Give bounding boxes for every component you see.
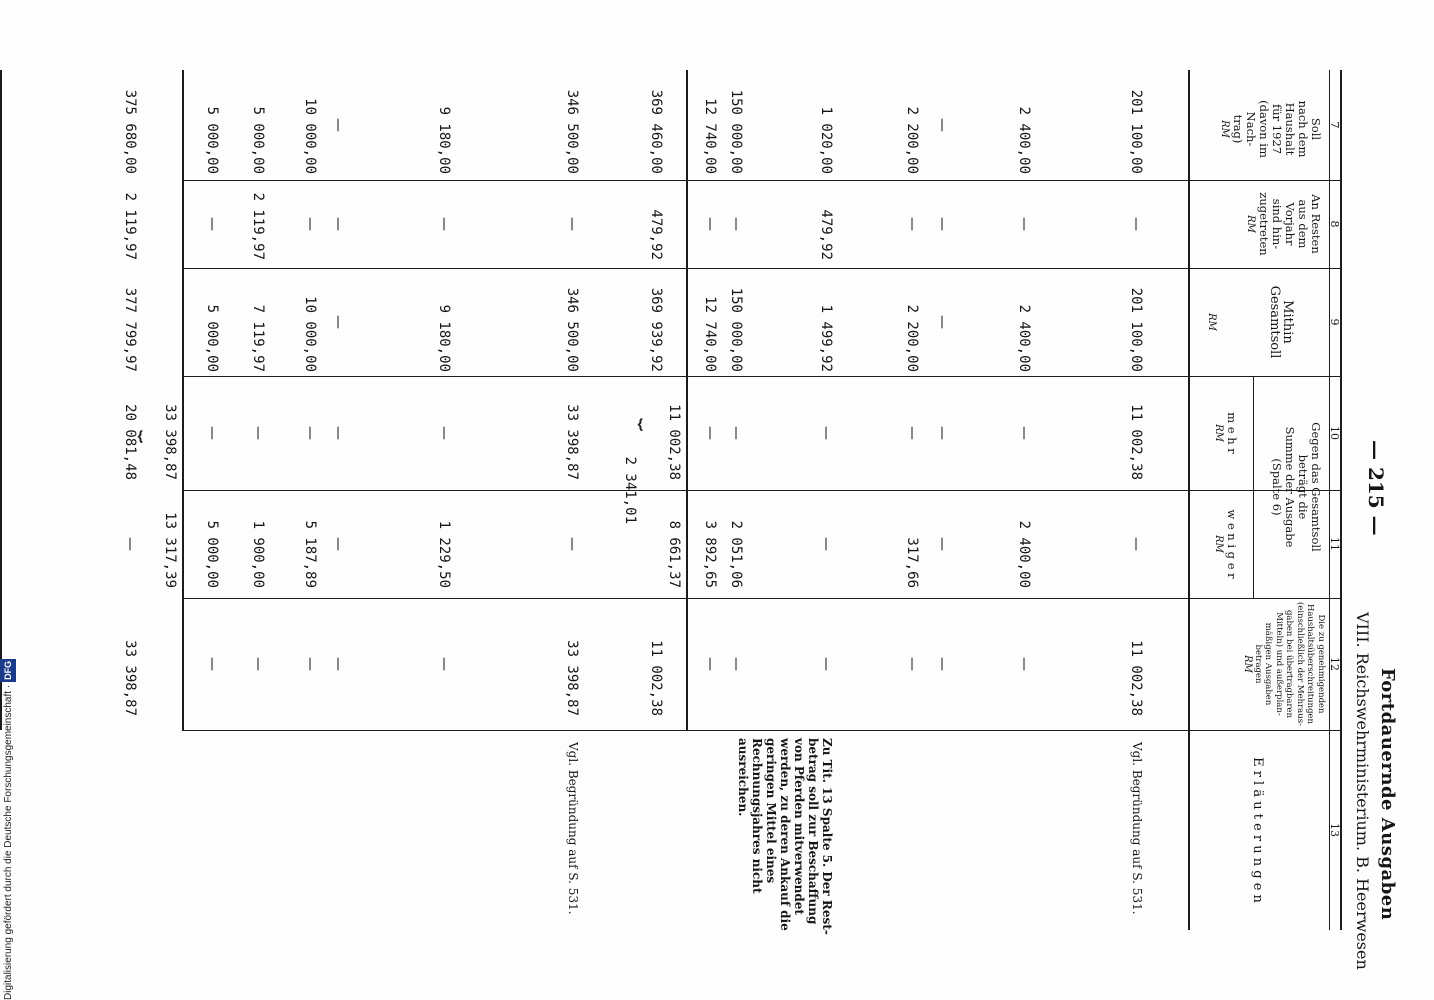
- cell-c7: 5 000,00: [204, 106, 220, 174]
- cell-c11: 5 187,89: [302, 520, 318, 588]
- cell-c8: 479,92: [818, 209, 834, 260]
- cell-c8: —: [1016, 217, 1032, 231]
- header-line: mäßigen Ausgaben: [1263, 622, 1274, 706]
- cell-c10: 20 081,48: [122, 404, 138, 480]
- cell-c11: 317,66: [904, 537, 920, 588]
- header-line: m e h r: [1225, 412, 1239, 454]
- unit-label: RM: [1245, 215, 1256, 233]
- col-number-12: 12: [1328, 657, 1341, 671]
- cell-c7: 346 500,00: [564, 89, 580, 174]
- cell-c10: 11 002,38: [666, 404, 682, 480]
- cell-c8: 2 119,97: [250, 192, 266, 260]
- cell-c11-total: 13 317,39: [162, 512, 178, 588]
- header-col-7: [1218, 84, 1322, 174]
- cell-c8: —: [904, 217, 920, 231]
- header-line: Haushalt: [1283, 102, 1297, 156]
- cell-c10: —: [728, 426, 744, 440]
- cell-c11: 1 900,00: [250, 520, 266, 588]
- cell-c12: —: [204, 657, 220, 671]
- cell-c11: 1 229,50: [436, 520, 452, 588]
- header-line: w e n i g e r: [1225, 509, 1239, 579]
- header-line: Summe der Ausgabe: [1283, 426, 1297, 548]
- col-sep-11-12: [182, 598, 1342, 599]
- col-sep-10-11: [182, 490, 1342, 491]
- cell-c12: —: [250, 657, 266, 671]
- page-title: Fortdauernde Ausgaben: [1377, 668, 1398, 921]
- header-line: gaben bei übertragbaren: [1284, 609, 1295, 719]
- cell-c11: 3 892,65: [702, 520, 718, 588]
- cell-c9: —: [330, 315, 346, 329]
- cell-c7: 2 200,00: [904, 106, 920, 174]
- subtotal-rule: [686, 70, 688, 730]
- cell-c12: —: [818, 657, 834, 671]
- credit-text: Digitalisierung gefördert durch die Deutsche Forschungsgemeinschaft ·: [3, 684, 14, 1000]
- unit-label: RM: [1219, 120, 1230, 138]
- cell-c8: —: [302, 217, 318, 231]
- column-number-rule: [1329, 70, 1330, 930]
- header-bottom-rule: [1188, 70, 1190, 930]
- cell-c11: —: [330, 537, 346, 551]
- credit-strip: [0, 600, 16, 1000]
- cell-c10: —: [934, 426, 950, 440]
- header-line: Gesamtsoll: [1267, 285, 1282, 359]
- unit-label: RM: [1206, 313, 1217, 331]
- cell-c12: —: [1016, 657, 1032, 671]
- cell-c12: 11 002,38: [1128, 640, 1144, 716]
- cell-c10: —: [250, 426, 266, 440]
- header-line: Haushaltsüberschreitungen: [1305, 603, 1316, 725]
- cell-c11: 2 051,06: [728, 520, 744, 588]
- cell-c7: 9 180,00: [436, 106, 452, 174]
- cell-c10: —: [818, 426, 834, 440]
- cell-c7: 2 400,00: [1016, 106, 1032, 174]
- cell-c9: 12 740,00: [702, 296, 718, 372]
- header-line: aus dem: [1296, 199, 1310, 249]
- note-1: Vgl. Begründung auf S. 531.: [1130, 742, 1144, 915]
- header-line: Mitteln) und außerplan-: [1274, 612, 1284, 716]
- header-line: (davon im Nach-: [1244, 100, 1271, 158]
- header-line: Die zu genehmigenden: [1316, 614, 1326, 714]
- cell-c10: —: [702, 426, 718, 440]
- header-line: beträgt die: [1296, 454, 1310, 520]
- cell-c10: —: [204, 426, 220, 440]
- note-3: Vgl. Begründung auf S. 531.: [566, 742, 580, 915]
- cell-c7: 375 680,00: [122, 89, 138, 174]
- cell-c7: —: [330, 118, 346, 132]
- col-number-11: 11: [1328, 537, 1341, 551]
- cell-c7: —: [934, 118, 950, 132]
- cell-c7: 369 460,00: [648, 89, 664, 174]
- header-col-8: [1244, 184, 1322, 264]
- cell-c9: 346 500,00: [564, 287, 580, 372]
- cell-c11: 2 400,00: [1016, 520, 1032, 588]
- cell-c12: 33 398,87: [122, 640, 138, 716]
- cell-c11: —: [1128, 537, 1144, 551]
- brace-2: ⏟: [139, 430, 164, 444]
- table-top-rule: [1340, 70, 1342, 930]
- cell-c12: —: [904, 657, 920, 671]
- cell-c12: 33 398,87: [564, 640, 580, 716]
- cell-c9: 369 939,92: [648, 287, 664, 372]
- header-line: trag): [1231, 114, 1245, 144]
- cell-c10: 11 002,38: [1128, 404, 1144, 480]
- col-sep-9-10: [182, 376, 1342, 377]
- col-number-9: 9: [1328, 318, 1341, 326]
- cell-c8: —: [728, 217, 744, 231]
- cell-c7: 10 000,00: [302, 98, 318, 174]
- col-number-10: 10: [1328, 426, 1341, 440]
- header-line: nach dem: [1296, 100, 1310, 158]
- cell-c9: 5 000,00: [204, 304, 220, 372]
- cell-c12: —: [302, 657, 318, 671]
- cell-c9: 2 200,00: [904, 304, 920, 372]
- cell-c9: 2 400,00: [1016, 304, 1032, 372]
- cell-c7: 1 020,00: [818, 106, 834, 174]
- cell-c12: —: [934, 657, 950, 671]
- unit-label: RM: [1242, 655, 1254, 673]
- header-line: Gegen das Gesamtsoll: [1309, 422, 1323, 552]
- cell-c11: —: [122, 537, 138, 551]
- cell-c11: —: [818, 537, 834, 551]
- header-line: sind hin-: [1270, 198, 1284, 250]
- cell-c7: 150 000,00: [728, 89, 744, 174]
- cell-c11: —: [934, 537, 950, 551]
- page-subtitle: VIII. Reichswehrministerium. B. Heerwesen: [1353, 612, 1372, 970]
- cell-c10: —: [1016, 426, 1032, 440]
- header-line: für 1927: [1270, 103, 1284, 155]
- cell-c9: 1 499,92: [818, 304, 834, 372]
- cell-c12: —: [436, 657, 452, 671]
- header-line: An Resten: [1309, 194, 1323, 254]
- dfg-logo: DFG: [0, 659, 16, 682]
- cell-c8: —: [934, 217, 950, 231]
- cell-c11: 8 661,37: [666, 520, 682, 588]
- cell-c9: 201 100,00: [1128, 287, 1144, 372]
- credit-text-wrapper: [0, 600, 16, 1000]
- cell-c8: —: [436, 217, 452, 231]
- page-number: — 215 —: [1364, 440, 1388, 536]
- note-2: Zu Tit. 13 Spalte 5. Der Rest-betrag soll zur Beschaffung von Pferden mitverwendet werden, zu deren Ankauf die geringen Mittel eines Rechnungsjahres nicht ausreichen.: [736, 738, 834, 935]
- cell-c10: —: [436, 426, 452, 440]
- cell-c8: —: [564, 217, 580, 231]
- cell-c10: —: [302, 426, 318, 440]
- header-col-13: E r l ä u t e r u n g e n: [1250, 757, 1265, 903]
- col-number-8: 8: [1328, 220, 1341, 228]
- header-col-9: [1205, 272, 1294, 372]
- header-line: Mithin: [1280, 300, 1295, 344]
- cell-c12: —: [702, 657, 718, 671]
- cell-c8: —: [204, 217, 220, 231]
- header-line: (Spalte 6): [1270, 458, 1284, 516]
- cell-c8: —: [702, 217, 718, 231]
- col-number-7: 7: [1328, 121, 1341, 129]
- brace-1: ⏟: [639, 418, 664, 432]
- cell-c12: —: [728, 657, 744, 671]
- cell-c9: 377 799,97: [122, 287, 138, 372]
- cell-c7: 201 100,00: [1128, 89, 1144, 174]
- header-line: (einschließlich der Mehraus-: [1295, 602, 1305, 726]
- cell-c9: 7 119,97: [250, 304, 266, 372]
- unit-label: RM: [1213, 535, 1224, 553]
- header-line: betragen: [1253, 644, 1263, 684]
- group-10-11-rule: [1253, 376, 1254, 598]
- cell-c10-total: 33 398,87: [162, 404, 178, 480]
- col-sep-7-8: [182, 180, 1342, 181]
- cell-c9: 10 000,00: [302, 296, 318, 372]
- cell-c10-diff: 2 341,01: [622, 456, 638, 524]
- header-col-10-11-group: [1270, 380, 1322, 594]
- cell-c7: 12 740,00: [702, 98, 718, 174]
- header-col-10: [1212, 380, 1238, 486]
- header-line: Vorjahr: [1283, 202, 1297, 246]
- unit-label: RM: [1213, 424, 1224, 442]
- header-line: Soll: [1309, 117, 1323, 141]
- cell-c8: 2 119,97: [122, 192, 138, 260]
- col-sep-8-9: [182, 268, 1342, 269]
- cell-c8: —: [1128, 217, 1144, 231]
- cell-c12: 11 002,38: [648, 640, 664, 716]
- cell-c9: —: [934, 315, 950, 329]
- cell-c9: 9 180,00: [436, 304, 452, 372]
- section-rule-top: [182, 70, 184, 730]
- cell-c11: 5 000,00: [204, 520, 220, 588]
- header-line: zugetreten: [1257, 192, 1271, 256]
- cell-c9: 150 000,00: [728, 287, 744, 372]
- cell-c10: 33 398,87: [564, 404, 580, 480]
- cell-c12: —: [330, 657, 346, 671]
- cell-c11: —: [564, 537, 580, 551]
- header-col-11: [1212, 494, 1238, 594]
- cell-c8: 479,92: [648, 209, 664, 260]
- col-sep-12-13: [182, 730, 1342, 731]
- cell-c10: —: [904, 426, 920, 440]
- header-col-12: [1242, 602, 1326, 726]
- cell-c7: 5 000,00: [250, 106, 266, 174]
- cell-c10: —: [330, 426, 346, 440]
- cell-c8: —: [330, 217, 346, 231]
- col-number-13: 13: [1328, 823, 1341, 837]
